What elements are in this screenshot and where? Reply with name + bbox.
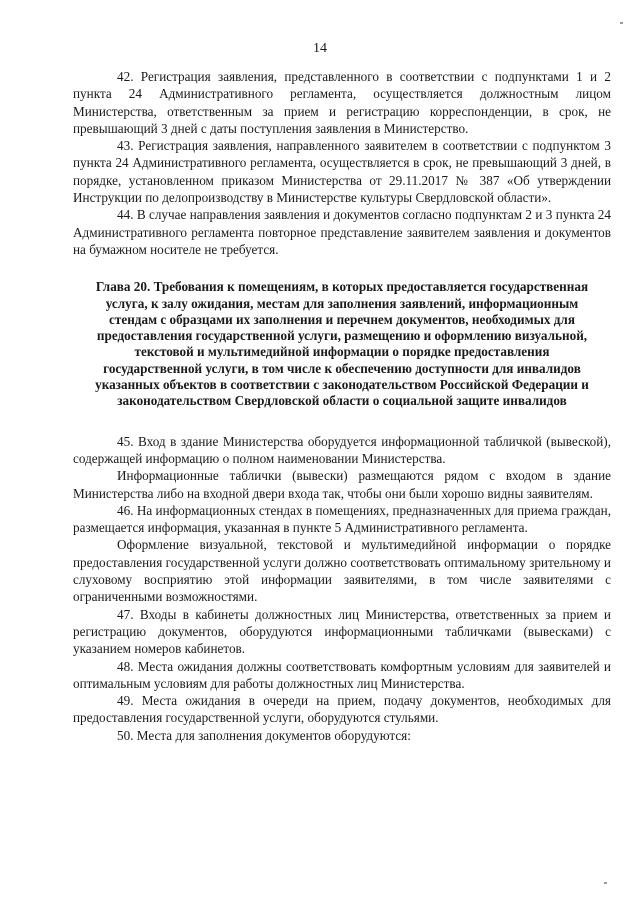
paragraph-49: 49. Места ожидания в очереди на прием, подачу документов, необходимых для предоставления государственной услуги, оборудуются стульями. bbox=[73, 693, 611, 726]
paragraph-50: 50. Места для заполнения документов оборудуются: bbox=[117, 727, 411, 743]
chapter-20-heading: Глава 20. Требования к помещениям, в которых предоставляется государственная услуга, к залу ожидания, местам для заполнения заявлений, информационным стендам с образцами их заполнения и перечнем документов, необходимых для предоставления государственной услуги, размещению и оформлению визуальной, текстовой и мультимедийной информации о порядке предоставления государственной услуги, в том числе к обеспечению доступности для инвалидов указанных объектов в соответствии с законодательством Российской Федерации и законодательством Свердловской области о социальной защите инвалидов bbox=[95, 279, 589, 409]
paragraph-42: 42. Регистрация заявления, представленного в соответствии с подпунктами 1 и 2 пункта 24 Административного регламента, осуществляется должностным лицом Министерства, ответственным за прием и регистрацию корреспонденции, в срок, не превышающий 3 дней с даты поступления заявления в Министерство. bbox=[73, 69, 611, 136]
paragraph-48: 48. Места ожидания должны соответствовать комфортным условиям для заявителей и оптимальным условиям для работы должностных лиц Министерства. bbox=[73, 658, 611, 691]
page-number: 14 bbox=[313, 41, 327, 56]
paragraph-45: 45. Вход в здание Министерства оборудуется информационной табличкой (вывеской), содержащей информацию о полном наименовании Министерства. bbox=[73, 433, 611, 466]
paragraph-44: 44. В случае направления заявления и документов согласно подпунктам 2 и 3 пункта 24 Административного регламента повторное представление заявителем заявления и документов на бумажном носителе не требуется. bbox=[73, 207, 611, 257]
paragraph-43: 43. Регистрация заявления, направленного заявителем в соответствии с подпунктом 3 пункта 24 Административного регламента, осуществляется в срок, не превышающий 3 дней, в порядке, установленном приказом Министерства от 29.11.2017 № 387 «Об утверждении Инструкции по делопроизводству в Министерстве культуры Свердловской области». bbox=[73, 138, 611, 206]
paragraph-47: 47. Входы в кабинеты должностных лиц Министерства, ответственных за прием и регистрацию документов, оборудуются информационными табличками (вывесками) с указанием номеров кабинетов. bbox=[73, 606, 611, 657]
paragraph-46-design: Оформление визуальной, текстовой и мультимедийной информации о порядке предоставления государственной услуги должно соответствовать оптимальному зрительному и слуховому восприятию этой информации заявителями, в том числе заявителями с ограниченными возможностями. bbox=[73, 537, 611, 605]
paragraph-46: 46. На информационных стендах в помещениях, предназначенных для приема граждан, размещается информация, указанная в пункте 5 Административного регламента. bbox=[73, 502, 611, 536]
page-content bbox=[73, 68, 611, 744]
scan-speck bbox=[604, 882, 607, 884]
scan-speck bbox=[620, 22, 623, 24]
paragraph-45-signs: Информационные таблички (вывески) размещаются рядом с входом в здание Министерства либо на входной двери входа так, чтобы они были хорошо видны заявителям. bbox=[73, 468, 611, 501]
